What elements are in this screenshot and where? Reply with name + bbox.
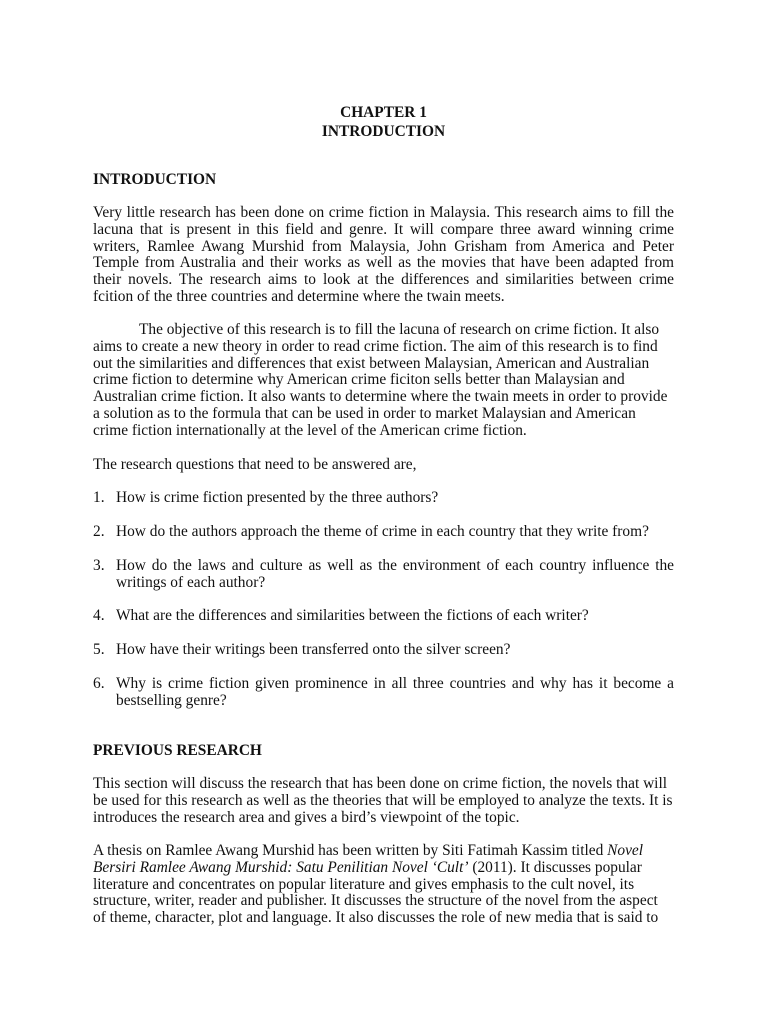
list-item-number: 6.	[93, 675, 105, 692]
introduction-paragraph-2: The objective of this research is to fill the lacuna of research on crime fiction. It also aims to create a new theory in order to read crime fiction. The aim of this research is to find out the similarities and differences that exist between Malaysian, American and Australian crime fiction to determine why American crime ficiton sells better than Malaysian and Australian crime fiction. It also wants to determine where the twain meets in order to provide a solution as to the formula that can be used in order to market Malaysian and American crime fiction internationally at the level of the American crime fiction.	[93, 321, 668, 439]
research-questions-intro: The research questions that need to be answered are,	[93, 456, 417, 473]
list-item-text: How do the authors approach the theme of crime in each country that they write from?	[116, 523, 649, 540]
chapter-heading	[93, 103, 674, 141]
list-item-text: What are the differences and similarities between the fictions of each writer?	[116, 607, 589, 624]
list-item-number: 3.	[93, 557, 105, 574]
list-item-number: 4.	[93, 607, 105, 624]
list-item	[93, 676, 674, 710]
list-item	[93, 608, 674, 625]
paragraph-text-rest: (2011). It discusses popular literature and concentrates on popular literature and gives emphasis to the cult novel, its structure, writer, reader and publisher. It discusses the structure of the novel from the aspect of theme, character, plot and language. It also discusses the role of new media that is said to	[93, 858, 659, 927]
list-item	[93, 558, 674, 592]
previous-research-heading: PREVIOUS RESEARCH	[93, 742, 262, 759]
chapter-title: INTRODUCTION	[321, 123, 446, 140]
list-item	[93, 490, 674, 507]
introduction-heading: INTRODUCTION	[93, 171, 217, 188]
list-item	[93, 642, 674, 659]
list-item-number: 2.	[93, 523, 105, 540]
list-item-text: How have their writings been transferred onto the silver screen?	[116, 641, 511, 658]
previous-research-paragraph-1: This section will discuss the research that has been done on crime fiction, the novels that will be used for this research as well as the theories that will be employed to analyze the texts. It is introduces the research area and gives a bird’s viewpoint of the topic.	[93, 775, 673, 826]
document-page	[93, 0, 674, 1024]
introduction-paragraph-1: Very little research has been done on crime fiction in Malaysia. This research aims to fill the lacuna that is present in this field and genre. It will compare three award winning crime writers, Ramlee Awang Murshid from Malaysia, John Grisham from America and Peter Temple from Australia and their works as well as the movies that have been adapted from their novels. The research aims to look at the differences and similarities between crime fcition of the three countries and determine where the twain meets.	[93, 204, 674, 305]
list-item-number: 5.	[93, 641, 105, 658]
list-item-number: 1.	[93, 489, 105, 506]
paragraph-text-lead: A thesis on Ramlee Awang Murshid has been written by Siti Fatimah Kassim titled	[93, 842, 608, 859]
cited-thesis-title: Novel Bersiri Ramlee Awang Murshid: Satu Penilitian Novel ‘Cult’	[93, 842, 644, 876]
list-item	[93, 524, 674, 541]
list-item-text: How do the laws and culture as well as the environment of each country influence the writings of each author?	[116, 557, 674, 591]
chapter-number: CHAPTER 1	[340, 104, 427, 121]
previous-research-paragraph-2	[93, 843, 674, 927]
list-item-text: Why is crime fiction given prominence in all three countries and why has it become a bestselling genre?	[116, 675, 674, 709]
list-item-text: How is crime fiction presented by the three authors?	[116, 489, 439, 506]
